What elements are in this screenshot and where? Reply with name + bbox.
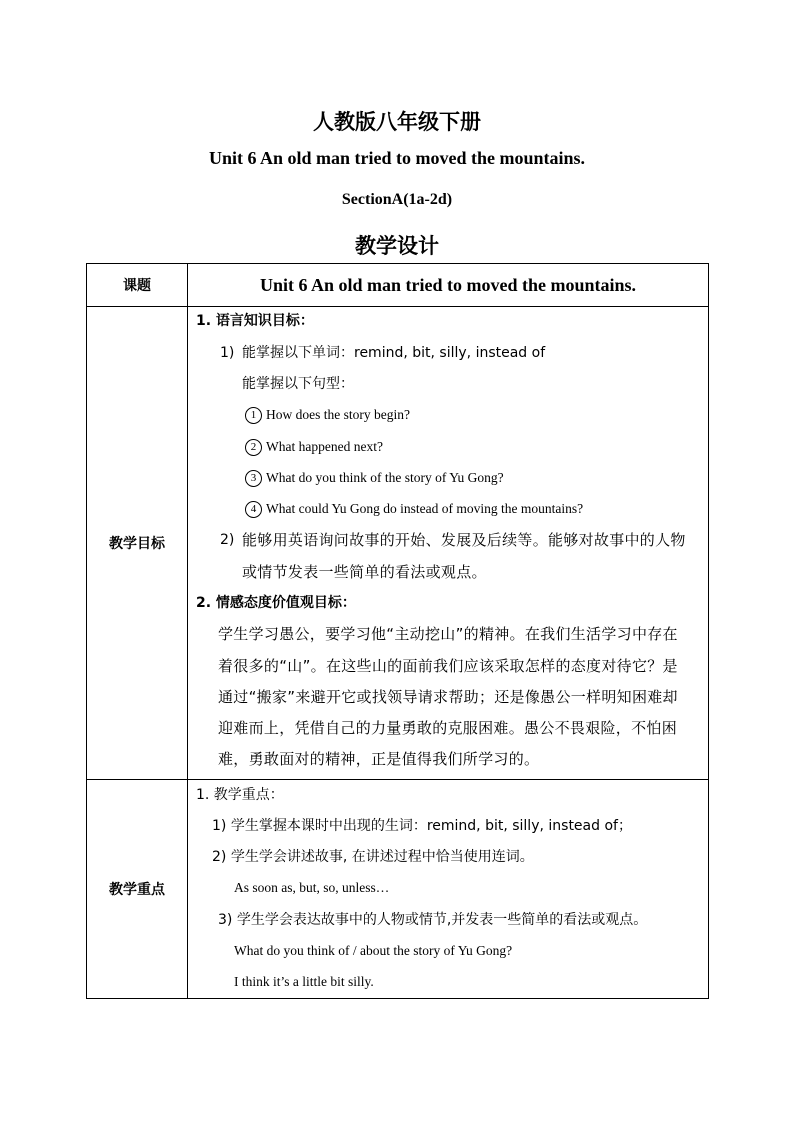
table-row-key-points xyxy=(87,780,709,999)
key-points-cell xyxy=(188,780,709,999)
unit-title: Unit 6 An old man tried to moved the mountains. xyxy=(208,148,586,168)
key-point-item: 2) 学生学会讲述故事, 在讲述过程中恰当使用连词。 xyxy=(212,849,534,865)
objective-heading-knowledge: 1. 语言知识目标： xyxy=(196,313,314,329)
objective-text: 或情节发表一些简单的看法或观点。 xyxy=(242,563,487,581)
objective-patterns: 能掌握以下句型： xyxy=(242,376,354,392)
emotion-paragraph-line: 学生学习愚公，要学习他“主动挖山”的精神。在我们生活学习中存在 xyxy=(218,625,678,643)
topic-value: Unit 6 An old man tried to moved the mountains. xyxy=(188,264,709,307)
key-point-example: What do you think of / about the story of Yu Gong? xyxy=(234,943,513,958)
table-row-objectives xyxy=(87,307,709,780)
design-heading: 教学设计 xyxy=(355,234,439,258)
circled-number: 1 xyxy=(245,407,262,424)
key-point-example: I think it’s a little bit silly. xyxy=(234,974,374,989)
circled-number: 4 xyxy=(245,501,262,518)
circled-number: 2 xyxy=(245,439,262,456)
topic-label: 课题 xyxy=(87,264,188,307)
emotion-paragraph-line: 难，勇敢面对的精神，正是值得我们所学习的。 xyxy=(218,750,540,768)
pattern-item: 2 What happened next? xyxy=(245,438,383,456)
objective-words: 能掌握以下单词：remind, bit, silly, instead of xyxy=(242,345,546,361)
pattern-item: 1 How does the story begin? xyxy=(245,406,410,424)
emotion-paragraph-line: 着很多的“山”。在这些山的面前我们应该采取怎样的态度对待它？是 xyxy=(218,657,678,675)
pattern-item: 4 What could Yu Gong do instead of moving the mountains? xyxy=(245,500,583,518)
objective-heading-emotion: 2. 情感态度价值观目标： xyxy=(196,595,356,611)
key-points-label: 教学重点 xyxy=(87,780,188,999)
circled-number: 3 xyxy=(245,470,262,487)
key-point-item: 1) 学生掌握本课时中出现的生词：remind, bit, silly, instead of； xyxy=(212,818,632,834)
document-title: 人教版八年级下册 xyxy=(313,110,481,134)
lesson-table xyxy=(86,263,709,999)
emotion-paragraph-line: 迎难而上，凭借自己的力量勇敢的克服困难。愚公不畏艰险，不怕困 xyxy=(218,719,678,737)
section-title: SectionA(1a-2d) xyxy=(341,191,453,208)
key-points-heading: 1. 教学重点： xyxy=(196,787,284,803)
objectives-label: 教学目标 xyxy=(87,307,188,780)
key-point-example: As soon as, but, so, unless… xyxy=(234,880,390,895)
list-marker: 1) xyxy=(220,345,235,361)
objectives-cell xyxy=(188,307,709,780)
pattern-item: 3 What do you think of the story of Yu Gong? xyxy=(245,469,504,487)
table-row-topic xyxy=(87,264,709,307)
emotion-paragraph-line: 通过“搬家”来避开它或找领导请求帮助；还是像愚公一样明知困难却 xyxy=(218,688,678,706)
list-marker: 2) xyxy=(220,532,235,548)
objective-text: 能够用英语询问故事的开始、发展及后续等。能够对故事中的人物 xyxy=(242,531,686,549)
key-point-item: 3) 学生学会表达故事中的人物或情节,并发表一些简单的看法或观点。 xyxy=(218,912,648,928)
